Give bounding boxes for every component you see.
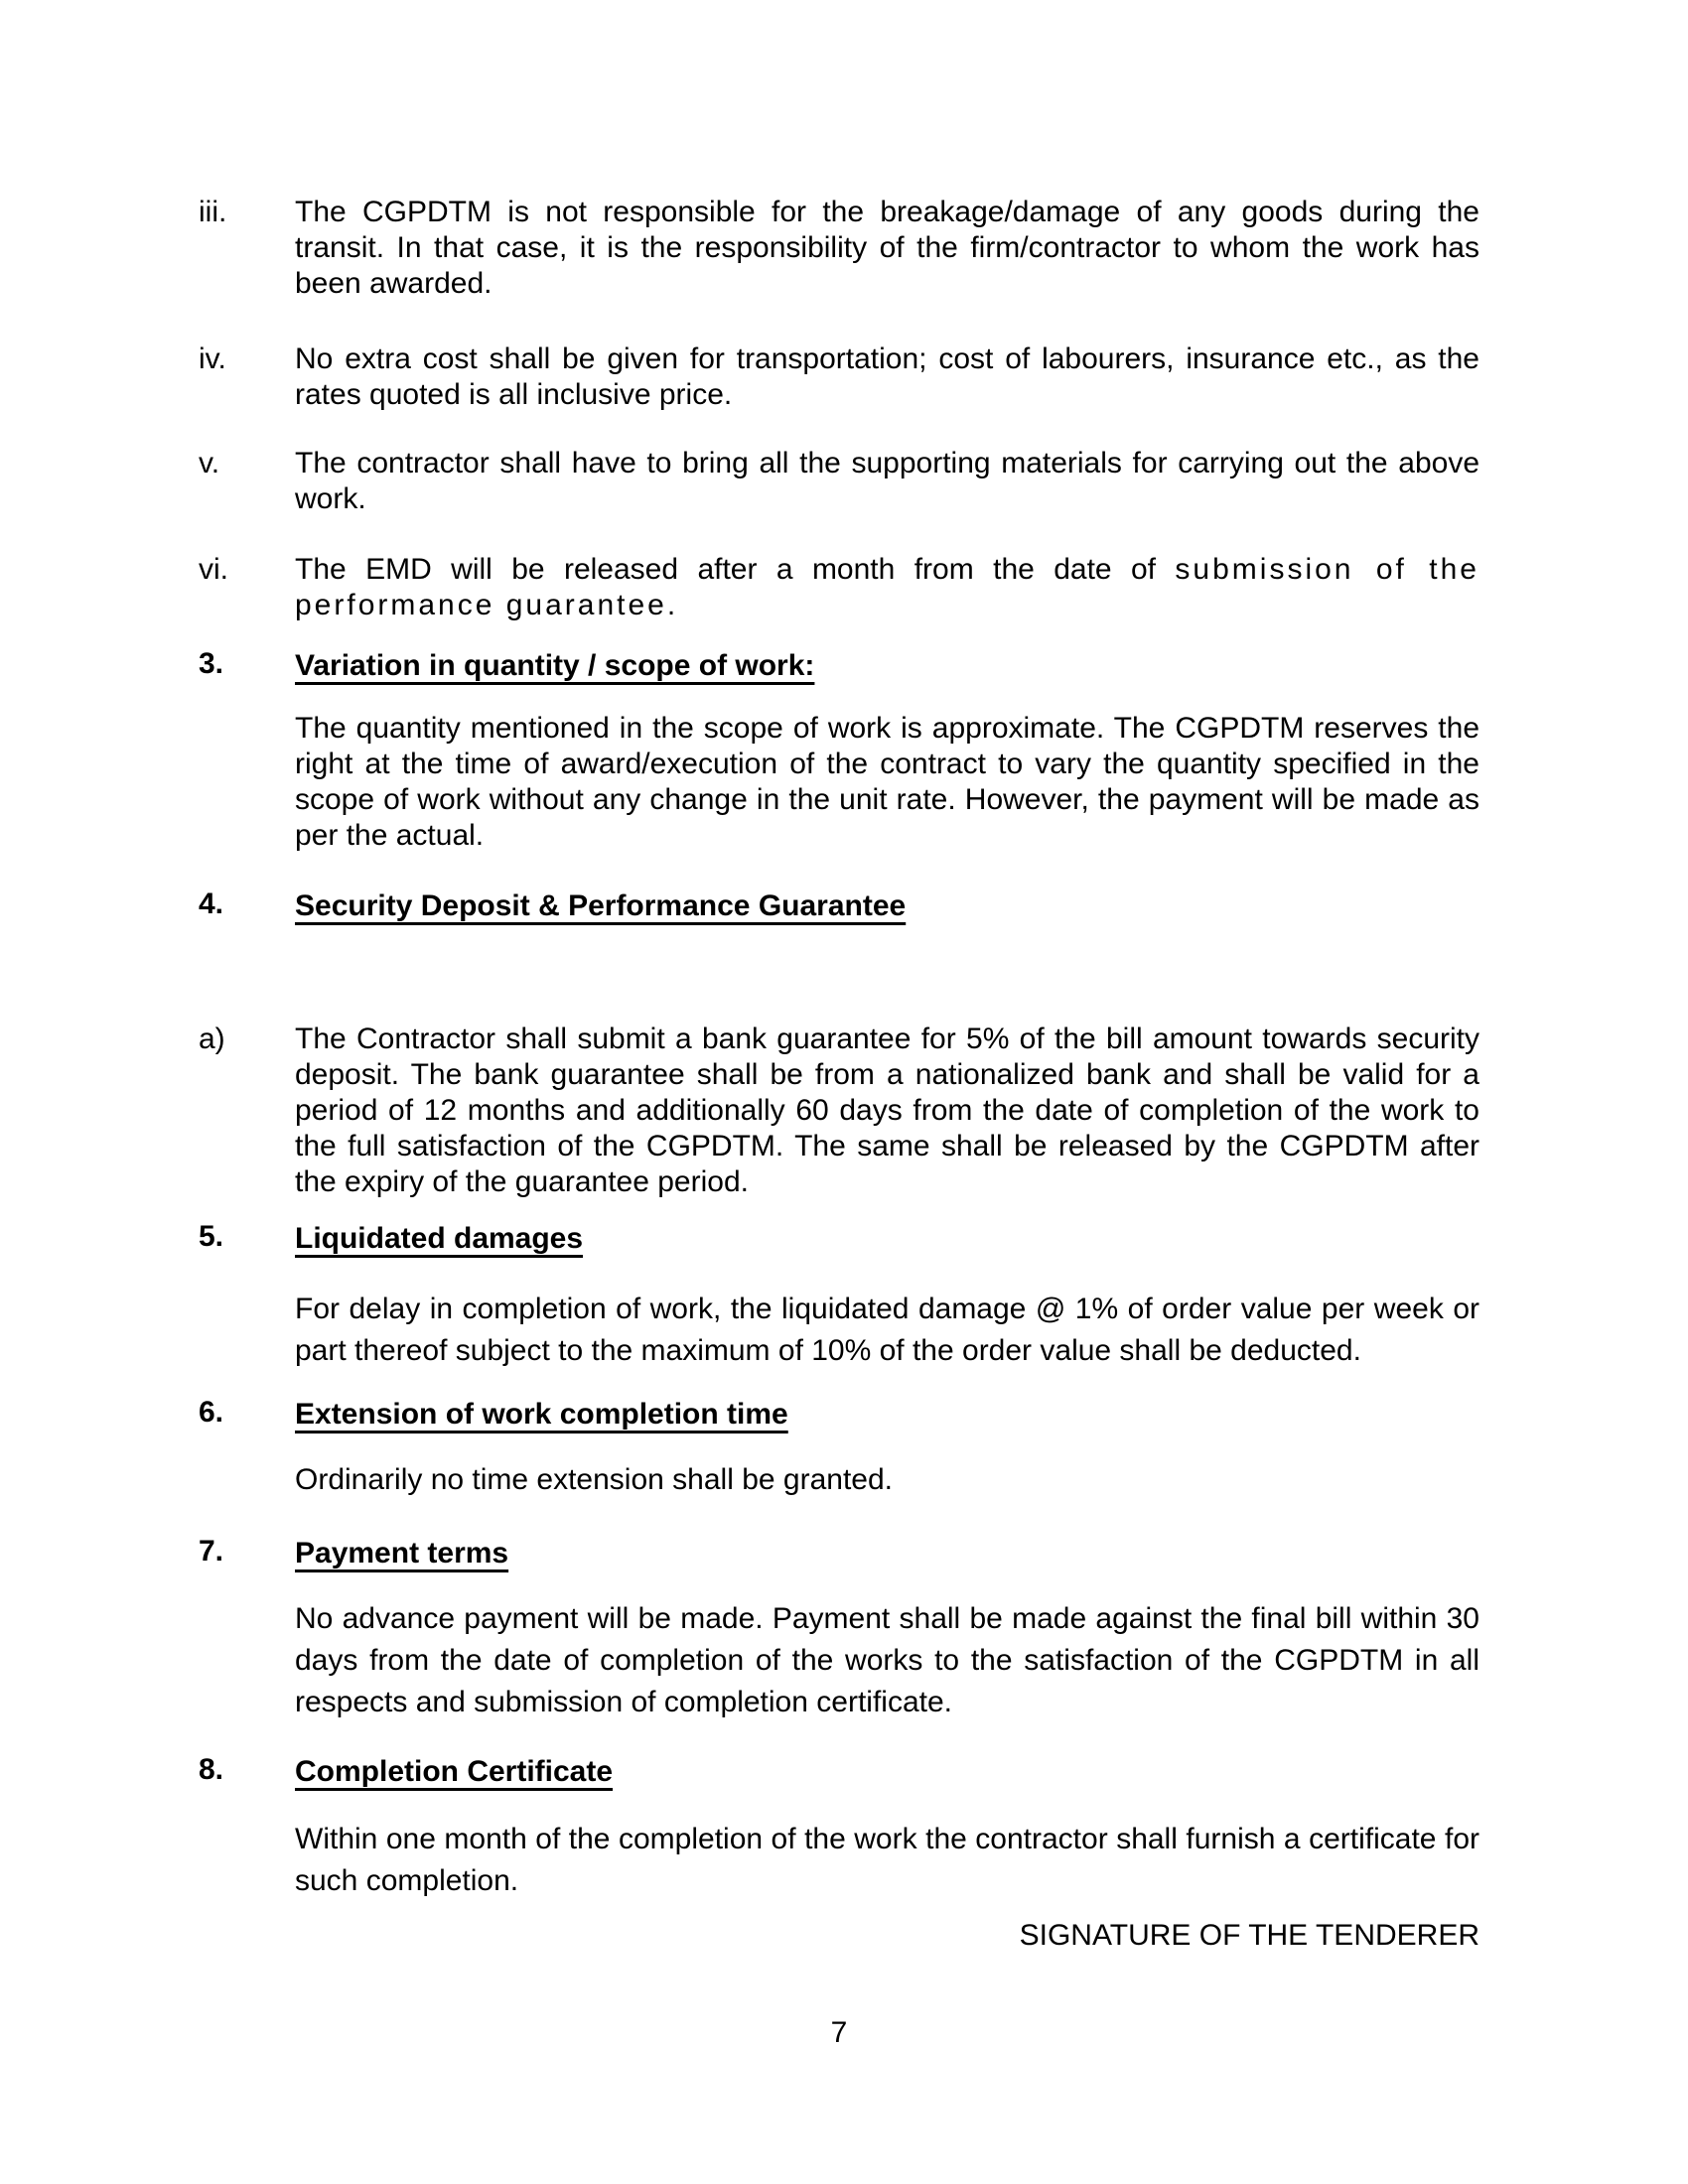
section-4-heading-row: [199, 887, 1479, 926]
section-number: 8.: [199, 1753, 224, 1786]
section-number: 3.: [199, 647, 224, 680]
section-heading: Extension of work completion time: [295, 1398, 788, 1431]
item-text-letterspaced: submission of the performance guarantee.: [295, 553, 1479, 621]
section-4-subitem-row: [199, 1022, 1479, 1200]
item-text: No extra cost shall be given for transportation; cost of labourers, insurance etc., as the rates quoted is all inclusive price.: [295, 342, 1479, 411]
section-8-paragraph-row: [199, 1819, 1479, 1902]
section-6-heading-row: [199, 1395, 1479, 1434]
item-marker: iv.: [199, 342, 226, 375]
section-number: 6.: [199, 1396, 224, 1429]
item-marker: v.: [199, 447, 220, 479]
section-heading: Security Deposit & Performance Guarantee: [295, 889, 907, 922]
section-6-paragraph-row: [199, 1462, 1479, 1498]
section-heading: Completion Certificate: [295, 1755, 614, 1788]
section-7-heading-row: [199, 1534, 1479, 1573]
section-paragraph: Ordinarily no time extension shall be granted.: [295, 1463, 893, 1496]
section-3-heading-row: [199, 646, 1479, 686]
list-item-v: [199, 446, 1479, 517]
item-text-plain: The EMD will be released after a month from the date of: [295, 553, 1176, 586]
section-paragraph: Within one month of the completion of the work the contractor shall furnish a certificate for such completion.: [295, 1823, 1479, 1897]
item-marker: iii.: [199, 196, 227, 228]
section-heading: Variation in quantity / scope of work:: [295, 649, 815, 682]
section-5-paragraph-row: [199, 1289, 1479, 1372]
section-heading: Liquidated damages: [295, 1222, 584, 1255]
section-5-heading-row: [199, 1219, 1479, 1259]
section-paragraph: No advance payment will be made. Payment shall be made against the final bill within 30 days from the date of completion of the works to the satisfaction of the CGPDTM in all respects and submission of completion certificate.: [295, 1602, 1479, 1718]
section-8-heading-row: [199, 1752, 1479, 1792]
section-number: 7.: [199, 1535, 224, 1568]
item-text: The contractor shall have to bring all the supporting materials for carrying out the above work.: [295, 447, 1479, 515]
section-number: 5.: [199, 1220, 224, 1253]
section-paragraph: For delay in completion of work, the liquidated damage @ 1% of order value per week or part thereof subject to the maximum of 10% of the order value shall be deducted.: [295, 1293, 1479, 1367]
section-3-paragraph-row: [199, 711, 1479, 854]
section-heading: Payment terms: [295, 1537, 509, 1570]
section-paragraph: The Contractor shall submit a bank guarantee for 5% of the bill amount towards security deposit. The bank guarantee shall be from a nationalized bank and shall be valid for a period of 12 months and additionally 60 days from the date of completion of the work to the full satisfaction of the CGPDTM. The same shall be released by the CGPDTM after the expiry of the guarantee period.: [295, 1023, 1479, 1198]
section-paragraph: The quantity mentioned in the scope of work is approximate. The CGPDTM reserves the right at the time of award/execution of the contract to vary the quantity specified in the scope of work without any change in the unit rate. However, the payment will be made as per the actual.: [295, 712, 1479, 852]
item-text: [295, 552, 1479, 623]
section-number: 4.: [199, 887, 224, 920]
item-text: The CGPDTM is not responsible for the breakage/damage of any goods during the transit. In that case, it is the responsibility of the firm/contractor to whom the work has been awarded.: [295, 196, 1479, 300]
item-marker: vi.: [199, 553, 228, 586]
page-number: 7: [830, 2016, 848, 2049]
list-item-iv: [199, 341, 1479, 413]
section-7-paragraph-row: [199, 1598, 1479, 1723]
list-item-vi: [199, 552, 1479, 623]
list-item-iii: [199, 195, 1479, 302]
signature-line: SIGNATURE OF THE TENDERER: [1019, 1919, 1479, 1952]
subitem-marker: a): [199, 1023, 225, 1055]
